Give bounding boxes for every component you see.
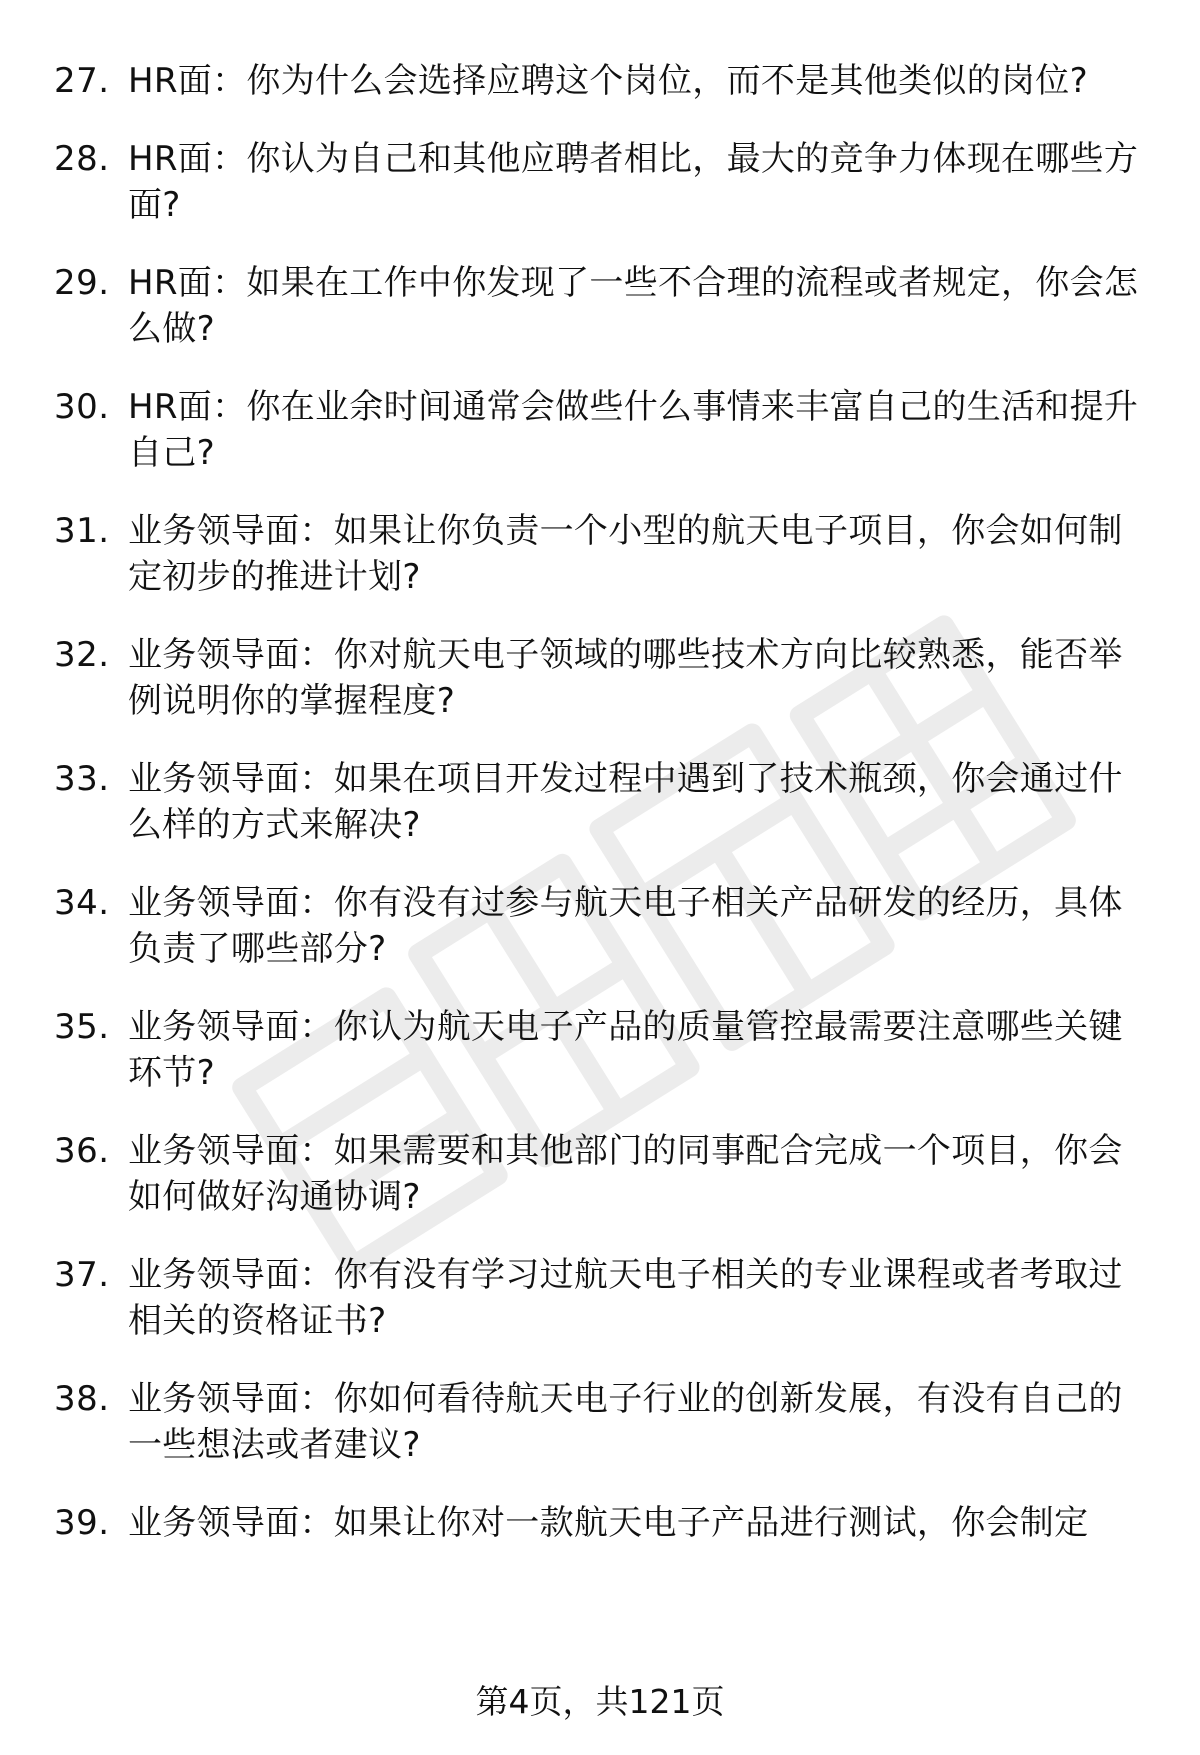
- question-item: [54, 508, 1154, 600]
- question-item: [54, 756, 1154, 848]
- question-list: [54, 58, 1154, 1578]
- question-number: 33.: [54, 759, 110, 799]
- question-text: HR面：你在业余时间通常会做些什么事情来丰富自己的生活和提升自己?: [128, 387, 1139, 473]
- question-text: HR面：如果在工作中你发现了一些不合理的流程或者规定，你会怎么做?: [128, 263, 1139, 349]
- question-number: 35.: [54, 1007, 110, 1047]
- question-text: 业务领导面：你如何看待航天电子行业的创新发展，有没有自己的一些想法或者建议?: [128, 1379, 1123, 1465]
- question-item: [54, 136, 1154, 228]
- question-item: [54, 384, 1154, 476]
- question-number: 39.: [54, 1503, 110, 1543]
- question-number: 28.: [54, 139, 110, 179]
- question-number: 38.: [54, 1379, 110, 1419]
- question-number: 27.: [54, 61, 110, 101]
- question-text: HR面：你认为自己和其他应聘者相比，最大的竞争力体现在哪些方面?: [128, 139, 1139, 225]
- question-text: 业务领导面：你对航天电子领域的哪些技术方向比较熟悉，能否举例说明你的掌握程度?: [128, 635, 1123, 721]
- question-number: 36.: [54, 1131, 110, 1171]
- question-number: 34.: [54, 883, 110, 923]
- question-text: 业务领导面：如果需要和其他部门的同事配合完成一个项目，你会如何做好沟通协调?: [128, 1131, 1123, 1217]
- question-text: 业务领导面：你有没有过参与航天电子相关产品研发的经历，具体负责了哪些部分?: [128, 883, 1123, 969]
- question-item: [54, 58, 1154, 104]
- question-item: [54, 1004, 1154, 1096]
- question-number: 30.: [54, 387, 110, 427]
- question-text: HR面：你为什么会选择应聘这个岗位，而不是其他类似的岗位?: [128, 61, 1088, 101]
- question-number: 31.: [54, 511, 110, 551]
- question-item: [54, 260, 1154, 352]
- question-number: 29.: [54, 263, 110, 303]
- question-item: [54, 880, 1154, 972]
- question-text: 业务领导面：如果在项目开发过程中遇到了技术瓶颈，你会通过什么样的方式来解决?: [128, 759, 1123, 845]
- page-number: 第4页，共121页: [475, 1682, 725, 1721]
- question-number: 37.: [54, 1255, 110, 1295]
- question-item: [54, 1128, 1154, 1220]
- question-text: 业务领导面：如果让你对一款航天电子产品进行测试，你会制定: [128, 1503, 1089, 1543]
- question-text: 业务领导面：如果让你负责一个小型的航天电子项目，你会如何制定初步的推进计划?: [128, 511, 1123, 597]
- question-item: [54, 1252, 1154, 1344]
- question-item: [54, 1376, 1154, 1468]
- question-text: 业务领导面：你有没有学习过航天电子相关的专业课程或者考取过相关的资格证书?: [128, 1255, 1123, 1341]
- question-text: 业务领导面：你认为航天电子产品的质量管控最需要注意哪些关键环节?: [128, 1007, 1123, 1093]
- question-item: [54, 632, 1154, 724]
- question-number: 32.: [54, 635, 110, 675]
- question-item: [54, 1500, 1154, 1546]
